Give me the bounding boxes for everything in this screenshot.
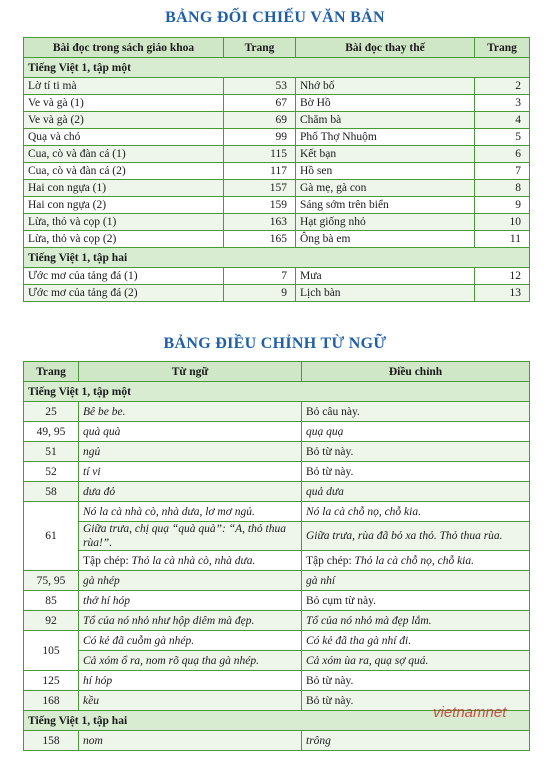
replacement-page: 5 [475, 129, 530, 146]
col-header-page: Trang [224, 38, 296, 58]
replacement-lesson: Hồ sen [296, 163, 475, 180]
page-number: 85 [24, 591, 79, 611]
word-phrase: Có kẻ đã cuỗm gà nhép. [79, 631, 302, 651]
word-phrase: thở hí hóp [79, 591, 302, 611]
page-number: 52 [24, 462, 79, 482]
table-row [24, 129, 530, 146]
word-phrase: ngủ [79, 442, 302, 462]
col-header-textbook-lesson: Bài đọc trong sách giáo khoa [24, 38, 224, 58]
adjustment: quả dưa [302, 482, 530, 502]
adjustment: Bỏ từ này. [302, 671, 530, 691]
page-number: 105 [24, 631, 79, 671]
col-header-adjustment: Điều chỉnh [302, 362, 530, 382]
textbook-page: 99 [224, 129, 296, 146]
page-number: 75, 95 [24, 571, 79, 591]
section-row [24, 58, 530, 78]
textbook-lesson: Cua, cò và đàn cá (2) [24, 163, 224, 180]
copy-text: Thỏ la cà chỗ nọ, chỗ kia. [354, 554, 474, 567]
table-row [24, 731, 530, 751]
word-phrase: kều [79, 691, 302, 711]
replacement-page: 2 [475, 78, 530, 95]
adjustment: trông [302, 731, 530, 751]
table-row [24, 631, 530, 651]
page-number: 168 [24, 691, 79, 711]
adjustment: gà nhí [302, 571, 530, 591]
textbook-lesson: Ước mơ của tảng đá (1) [24, 268, 224, 285]
replacement-lesson: Lịch bàn [296, 285, 475, 302]
replacement-lesson: Gà mẹ, gà con [296, 180, 475, 197]
adjustment: Bỏ từ này. [302, 691, 530, 711]
replacement-lesson: Ông bà em [296, 231, 475, 248]
replacement-lesson: Nhớ bố [296, 78, 475, 95]
textbook-lesson: Lờ tí ti mà [24, 78, 224, 95]
word-phrase: hí hóp [79, 671, 302, 691]
textbook-page: 69 [224, 112, 296, 129]
word-phrase: Nó la cà nhà cò, nhà dưa, lơ mơ ngủ. [79, 502, 302, 522]
col-header-words: Từ ngữ [79, 362, 302, 382]
word-phrase: Bê be be. [79, 402, 302, 422]
section-row [24, 248, 530, 268]
word-phrase: dưa đỏ [79, 482, 302, 502]
replacement-page: 12 [475, 268, 530, 285]
replacement-page: 7 [475, 163, 530, 180]
adjustment: Có kẻ đã tha gà nhí đi. [302, 631, 530, 651]
replacement-lesson: Hạt giống nhỏ [296, 214, 475, 231]
word-phrase: tí vi [79, 462, 302, 482]
replacement-page: 13 [475, 285, 530, 302]
section-row [24, 382, 530, 402]
replacement-page: 3 [475, 95, 530, 112]
table-row [24, 551, 530, 571]
textbook-page: 159 [224, 197, 296, 214]
comparison-table-title: BẢNG ĐỐI CHIẾU VĂN BẢN [165, 9, 385, 26]
replacement-page: 11 [475, 231, 530, 248]
col-header-page: Trang [475, 38, 530, 58]
textbook-lesson: Lừa, thỏ và cọp (2) [24, 231, 224, 248]
adjustment: Bỏ cụm từ này. [302, 591, 530, 611]
adjustment: Giữa trưa, rùa đã bỏ xa thỏ. Thỏ thua rùa. [302, 522, 530, 551]
col-header-replacement-lesson: Bài đọc thay thế [296, 38, 475, 58]
textbook-lesson: Ước mơ của tảng đá (2) [24, 285, 224, 302]
textbook-lesson: Ve và gà (2) [24, 112, 224, 129]
adjustment: Bỏ từ này. [302, 462, 530, 482]
adjustment: Nó la cà chỗ nọ, chỗ kia. [302, 502, 530, 522]
table-row [24, 197, 530, 214]
copy-label: Tập chép: [83, 554, 129, 567]
adjustment: Tổ của nó nhỏ mà đẹp lắm. [302, 611, 530, 631]
section-label: Tiếng Việt 1, tập một [24, 58, 530, 78]
page-number: 58 [24, 482, 79, 502]
page-number: 158 [24, 731, 79, 751]
table-row [24, 285, 530, 302]
table-row [24, 422, 530, 442]
replacement-lesson: Phố Thợ Nhuộm [296, 129, 475, 146]
page-number: 125 [24, 671, 79, 691]
replacement-page: 6 [475, 146, 530, 163]
table-row [24, 502, 530, 522]
textbook-lesson: Quạ và chó [24, 129, 224, 146]
textbook-page: 163 [224, 214, 296, 231]
table-row [24, 78, 530, 95]
text-comparison-table [23, 37, 530, 302]
table-row [24, 591, 530, 611]
watermark-logo: vietnamnet [433, 704, 507, 721]
word-phrase [79, 551, 302, 571]
word-phrase: quà quà [79, 422, 302, 442]
replacement-lesson: Kết bạn [296, 146, 475, 163]
textbook-lesson: Lừa, thỏ và cọp (1) [24, 214, 224, 231]
vocabulary-table-title: BẢNG ĐIỀU CHỈNH TỪ NGỮ [163, 335, 387, 352]
table-row [24, 268, 530, 285]
replacement-page: 8 [475, 180, 530, 197]
table-row [24, 462, 530, 482]
page-number: 25 [24, 402, 79, 422]
replacement-page: 10 [475, 214, 530, 231]
textbook-page: 53 [224, 78, 296, 95]
table-row [24, 671, 530, 691]
textbook-page: 67 [224, 95, 296, 112]
table-row [24, 214, 530, 231]
table-row [24, 146, 530, 163]
section-label: Tiếng Việt 1, tập hai [24, 711, 530, 731]
replacement-lesson: Bờ Hồ [296, 95, 475, 112]
textbook-page: 115 [224, 146, 296, 163]
vocabulary-adjustment-table [23, 361, 530, 751]
adjustment [302, 551, 530, 571]
table-row [24, 651, 530, 671]
table-row [24, 522, 530, 551]
textbook-lesson: Ve và gà (1) [24, 95, 224, 112]
word-phrase: Giữa trưa, chị quạ “quà quà”: “A, thỏ thua rùa!”. [79, 522, 302, 551]
adjustment: quạ quạ [302, 422, 530, 442]
textbook-page: 165 [224, 231, 296, 248]
replacement-lesson: Mưa [296, 268, 475, 285]
textbook-page: 157 [224, 180, 296, 197]
section-label: Tiếng Việt 1, tập hai [24, 248, 530, 268]
table-row [24, 163, 530, 180]
table-row [24, 95, 530, 112]
textbook-lesson: Hai con ngựa (1) [24, 180, 224, 197]
copy-text: Thỏ la cà nhà cò, nhà dưa. [131, 554, 256, 567]
word-phrase: gà nhép [79, 571, 302, 591]
word-phrase: Tổ của nó nhỏ như hộp diêm mà đẹp. [79, 611, 302, 631]
page-number: 61 [24, 502, 79, 571]
word-phrase: Cả xóm ổ ra, nom rõ quạ tha gà nhép. [79, 651, 302, 671]
table-row [24, 611, 530, 631]
table-row [24, 442, 530, 462]
replacement-page: 9 [475, 197, 530, 214]
table-row [24, 112, 530, 129]
textbook-page: 7 [224, 268, 296, 285]
page-number: 51 [24, 442, 79, 462]
section-label: Tiếng Việt 1, tập một [24, 382, 530, 402]
textbook-lesson: Hai con ngựa (2) [24, 197, 224, 214]
page-number: 92 [24, 611, 79, 631]
adjustment: Cả xóm ùa ra, quạ sợ quá. [302, 651, 530, 671]
replacement-page: 4 [475, 112, 530, 129]
replacement-lesson: Chăm bà [296, 112, 475, 129]
adjustment: Bỏ câu này. [302, 402, 530, 422]
textbook-lesson: Cua, cò và đàn cá (1) [24, 146, 224, 163]
textbook-page: 117 [224, 163, 296, 180]
textbook-page: 9 [224, 285, 296, 302]
replacement-lesson: Sáng sớm trên biển [296, 197, 475, 214]
copy-label: Tập chép: [306, 554, 352, 567]
table-row [24, 571, 530, 591]
page-number: 49, 95 [24, 422, 79, 442]
table-row [24, 180, 530, 197]
adjustment: Bỏ từ này. [302, 442, 530, 462]
table-row [24, 231, 530, 248]
table-row [24, 402, 530, 422]
table-row [24, 482, 530, 502]
word-phrase: nom [79, 731, 302, 751]
col-header-page: Trang [24, 362, 79, 382]
